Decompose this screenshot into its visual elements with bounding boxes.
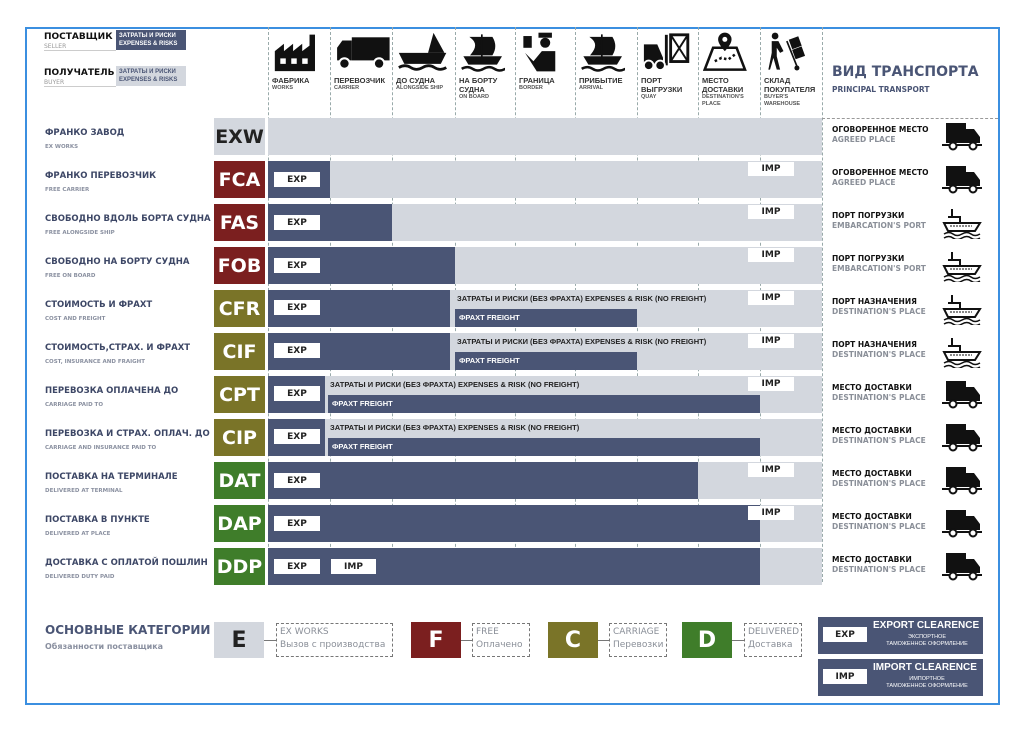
column-header [641, 76, 696, 116]
transport-destination [832, 211, 926, 231]
legend-desc-line: ИМПОРТНОЕ [909, 676, 945, 682]
freight-label: ФРАХТ FREIGHT [459, 356, 520, 365]
exp-tag: EXP [274, 343, 320, 358]
destination-en: DESTINATION'S PLACE [832, 307, 926, 316]
customs-officer-icon [520, 31, 557, 77]
swatch-text: EXPENSES & RISKS [119, 77, 178, 83]
term-name-en: DELIVERED AT PLACE [45, 531, 111, 537]
destination-ru: ПОРТ ПОГРУЗКИ [832, 254, 905, 263]
column-header-en: ALONGSIDE SHIP [396, 85, 444, 91]
column-header [272, 76, 328, 116]
buyer-label: ПОЛУЧАТЕЛЬ [44, 68, 115, 78]
seller-costs-bar [268, 505, 760, 542]
imp-tag: IMP [748, 334, 794, 348]
transport-destination [832, 297, 926, 317]
category-badge-e: E [214, 622, 264, 658]
term-name-en: COST AND FREIGHT [45, 316, 106, 322]
transport-header-en: PRINCIPAL TRANSPORT [832, 85, 930, 94]
imp-tag: IMP [748, 463, 794, 477]
column-header-en: CARRIER [334, 85, 360, 91]
imp-tag: IMP [823, 669, 867, 684]
column-header [519, 76, 573, 116]
legend-desc [873, 676, 981, 690]
transport-destination [832, 125, 929, 145]
exp-tag: EXP [274, 172, 320, 187]
column-header [396, 76, 453, 116]
term-name-ru: СТОИМОСТЬ И ФРАХТ [45, 300, 153, 310]
exp-tag: EXP [274, 300, 320, 315]
term-name-ru: ПЕРЕВОЗКА ОПЛАЧЕНА ДО [45, 386, 179, 396]
destination-ru: ОГОВОРЕННОЕ МЕСТО [832, 168, 929, 177]
connector [264, 640, 276, 641]
category-description [276, 623, 393, 657]
export-clearance-legend [818, 617, 983, 654]
exp-tag: EXP [823, 627, 867, 642]
term-name-ru: ФРАНКО ПЕРЕВОЗЧИК [45, 171, 157, 181]
legend-title: IMPORT CLEARENCE [873, 662, 977, 673]
term-name-ru: ПОСТАВКА В ПУНКТЕ [45, 515, 150, 525]
term-code-badge: CPT [214, 376, 265, 413]
column-header-ru: ГРАНИЦА [519, 76, 555, 85]
hand-truck-icon [765, 31, 810, 77]
destination-en: AGREED PLACE [832, 178, 896, 187]
destination-en: DESTINATION'S PLACE [832, 522, 926, 531]
seller-label: ПОСТАВЩИК [44, 32, 113, 42]
seller-sublabel: SELLER [44, 43, 116, 51]
exp-tag: EXP [274, 215, 320, 230]
exp-tag: EXP [274, 429, 320, 444]
category-en: EX WORKS [280, 627, 329, 637]
destination-en: DESTINATION'S PLACE [832, 436, 926, 445]
freight-label: ФРАХТ FREIGHT [332, 399, 393, 408]
term-name-en: DELIVERED AT TERMINAL [45, 488, 123, 494]
term-name-ru: ПЕРЕВОЗКА И СТРАХ. ОПЛАЧ. ДО [45, 429, 210, 439]
term-code-badge: FOB [214, 247, 265, 284]
swatch-text: ЗАТРАТЫ И РИСКИ [119, 33, 176, 39]
ship-icon [942, 207, 982, 243]
categories-title: ОСНОВНЫЕ КАТЕГОРИИ [45, 623, 211, 637]
column-header-ru: СКЛАД ПОКУПАТЕЛЯ [764, 76, 816, 94]
destination-ru: МЕСТО ДОСТАВКИ [832, 383, 912, 392]
term-code-badge: FCA [214, 161, 265, 198]
ship-icon [942, 250, 982, 286]
destination-en: DESTINATION'S PLACE [832, 565, 926, 574]
costs-no-freight-label: ЗАТРАТЫ И РИСКИ (БЕЗ ФРАХТА) EXPENSES & RISK (NO FREIGHT) [330, 423, 580, 432]
connector [732, 640, 744, 641]
transport-destination [832, 469, 926, 489]
column-header-ru: ПЕРЕВОЗЧИК [334, 76, 386, 85]
buyer-costs-bar [268, 161, 822, 198]
column-header-ru: ДО СУДНА [396, 76, 436, 85]
category-badge-c: C [548, 622, 598, 658]
destination-ru: ПОРТ НАЗНАЧЕНИЯ [832, 297, 917, 306]
truck-icon [942, 164, 982, 198]
term-code-badge: DDP [214, 548, 265, 585]
term-name-en: EX WORKS [45, 144, 79, 150]
connector [461, 640, 472, 641]
truck-icon [942, 379, 982, 413]
column-header-ru: НА БОРТУ СУДНА [459, 76, 498, 94]
term-code-badge: CIP [214, 419, 265, 456]
import-clearance-legend [818, 659, 983, 696]
column-header [579, 76, 635, 116]
truck-icon [942, 121, 982, 155]
truck-icon [942, 508, 982, 542]
term-name-en: CARRIAGE AND INSURANCE PAID TO [45, 445, 157, 451]
column-header [702, 76, 758, 116]
freight-label: ФРАХТ FREIGHT [332, 442, 393, 451]
costs-no-freight-label: ЗАТРАТЫ И РИСКИ (БЕЗ ФРАХТА) EXPENSES & RISK (NO FREIGHT) [457, 294, 707, 303]
category-description [609, 623, 667, 657]
transport-destination [832, 512, 926, 532]
term-code-badge: DAP [214, 505, 265, 542]
category-description [472, 623, 530, 657]
costs-no-freight-label: ЗАТРАТЫ И РИСКИ (БЕЗ ФРАХТА) EXPENSES & RISK (NO FREIGHT) [330, 380, 580, 389]
connector [598, 640, 609, 641]
legend-desc [873, 634, 981, 648]
column-header [459, 76, 513, 116]
destination-en: DESTINATION'S PLACE [832, 479, 926, 488]
categories-subtitle: Обязанности поставщика [45, 642, 164, 651]
category-en: DELIVERED [748, 627, 799, 637]
term-name-ru: СТОИМОСТЬ,СТРАХ. И ФРАХТ [45, 343, 191, 353]
column-header-ru: ПОРТ ВЫГРУЗКИ [641, 76, 683, 94]
destination-ru: ОГОВОРЕННОЕ МЕСТО [832, 125, 929, 134]
freight-bar [455, 352, 637, 370]
column-header-en: QUAY [641, 94, 657, 100]
legend-title: EXPORT CLEARENCE [873, 620, 980, 631]
category-en: CARRIAGE [613, 627, 660, 637]
imp-tag: IMP [748, 377, 794, 391]
destination-en: DESTINATION'S PLACE [832, 350, 926, 359]
category-en: FREE [476, 627, 499, 637]
legend-desc-line: ТАМОЖЕННОЕ ОФОРМЛЕНИЕ [886, 641, 968, 647]
freight-bar [328, 395, 760, 413]
costs-no-freight-label: ЗАТРАТЫ И РИСКИ (БЕЗ ФРАХТА) EXPENSES & RISK (NO FREIGHT) [457, 337, 707, 346]
term-name-ru: ПОСТАВКА НА ТЕРМИНАЛЕ [45, 472, 178, 482]
map-pin-icon [703, 31, 747, 77]
term-name-en: DELIVERED DUTY PAID [45, 574, 115, 580]
factory-icon [273, 31, 322, 77]
column-header-ru: ПРИБЫТИЕ [579, 76, 623, 85]
destination-ru: МЕСТО ДОСТАВКИ [832, 555, 912, 564]
category-ru: Вызов с производства [280, 640, 386, 650]
column-header-en: BUYER'S WAREHOUSE [764, 94, 801, 107]
term-code-badge: DAT [214, 462, 265, 499]
sailing-ship-icon [580, 31, 625, 77]
destination-ru: МЕСТО ДОСТАВКИ [832, 512, 912, 521]
destination-en: EMBARCATION'S PORT [832, 221, 926, 230]
destination-en: AGREED PLACE [832, 135, 896, 144]
transport-destination [832, 254, 926, 274]
exp-tag: EXP [274, 473, 320, 488]
ship-icon [397, 31, 448, 77]
imp-tag: IMP [748, 205, 794, 219]
term-name-en: CARRIAGE PAID TO [45, 402, 103, 408]
exp-tag: EXP [274, 386, 320, 401]
imp-tag: IMP [748, 291, 794, 305]
destination-ru: ПОРТ НАЗНАЧЕНИЯ [832, 340, 917, 349]
destination-en: EMBARCATION'S PORT [832, 264, 926, 273]
destination-ru: ПОРТ ПОГРУЗКИ [832, 211, 905, 220]
exp-tag: EXP [274, 559, 320, 574]
sailing-ship-icon [460, 31, 505, 77]
category-badge-f: F [411, 622, 461, 658]
term-name-en: COST, INSURANCE AND FRAIGHT [45, 359, 146, 365]
divider [822, 118, 998, 119]
category-ru: Оплачено [476, 640, 523, 650]
ship-icon [942, 293, 982, 329]
imp-tag: IMP [748, 162, 794, 176]
exp-tag: EXP [274, 258, 320, 273]
category-ru: Перевозки [613, 640, 664, 650]
forklift-icon [642, 31, 694, 77]
column-header-en: BORDER [519, 85, 543, 91]
imp-tag: IMP [748, 248, 794, 262]
swatch-text: ЗАТРАТЫ И РИСКИ [119, 69, 176, 75]
column-header [764, 76, 820, 116]
term-name-en: FREE ON BOARD [45, 273, 96, 279]
term-name-ru: СВОБОДНО ВДОЛЬ БОРТА СУДНА [45, 214, 211, 224]
seller-costs-bar [268, 462, 698, 499]
buyer-sublabel: BUYER [44, 79, 116, 87]
column-divider [822, 27, 823, 582]
freight-bar [455, 309, 637, 327]
column-header-ru: ФАБРИКА [272, 76, 310, 85]
term-name-en: FREE ALONGSIDE SHIP [45, 230, 115, 236]
destination-en: DESTINATION'S PLACE [832, 393, 926, 402]
freight-label: ФРАХТ FREIGHT [459, 313, 520, 322]
term-name-ru: ФРАНКО ЗАВОД [45, 128, 125, 138]
transport-destination [832, 426, 926, 446]
destination-ru: МЕСТО ДОСТАВКИ [832, 469, 912, 478]
term-name-ru: СВОБОДНО НА БОРТУ СУДНА [45, 257, 190, 267]
truck-icon [942, 465, 982, 499]
legend-desc-line: ЭКСПОРТНОЕ [908, 634, 946, 640]
legend-desc-line: ТАМОЖЕННОЕ ОФОРМЛЕНИЕ [886, 683, 968, 689]
category-badge-d: D [682, 622, 732, 658]
transport-destination [832, 340, 926, 360]
term-code-badge: FAS [214, 204, 265, 241]
column-header-en: ARRIVAL [579, 85, 604, 91]
imp-tag: IMP [331, 559, 376, 574]
column-header-en: DESTINATION'S PLACE [702, 94, 744, 107]
freight-bar [328, 438, 760, 456]
transport-destination [832, 555, 926, 575]
truck-icon [335, 31, 392, 77]
term-code-badge: CFR [214, 290, 265, 327]
swatch-text: EXPENSES & RISKS [119, 41, 178, 47]
column-header [334, 76, 390, 116]
buyer-costs-bar [268, 118, 822, 155]
exp-tag: EXP [274, 516, 320, 531]
term-name-en: FREE CARRIER [45, 187, 90, 193]
buyer-costs-swatch [116, 66, 186, 86]
truck-icon [942, 551, 982, 585]
column-header-en: WORKS [272, 85, 294, 91]
transport-destination [832, 383, 926, 403]
imp-tag: IMP [748, 506, 794, 520]
destination-ru: МЕСТО ДОСТАВКИ [832, 426, 912, 435]
column-header-ru: МЕСТО ДОСТАВКИ [702, 76, 744, 94]
transport-destination [832, 168, 929, 188]
truck-icon [942, 422, 982, 456]
term-name-ru: ДОСТАВКА С ОПЛАТОЙ ПОШЛИН [45, 558, 208, 568]
ship-icon [942, 336, 982, 372]
seller-costs-swatch [116, 30, 186, 50]
category-ru: Доставка [748, 640, 793, 650]
transport-header: ВИД ТРАНСПОРТА [832, 64, 979, 80]
term-code-badge: EXW [214, 118, 265, 155]
column-header-en: ON BOARD [459, 94, 489, 100]
term-code-badge: CIF [214, 333, 265, 370]
category-description [744, 623, 802, 657]
